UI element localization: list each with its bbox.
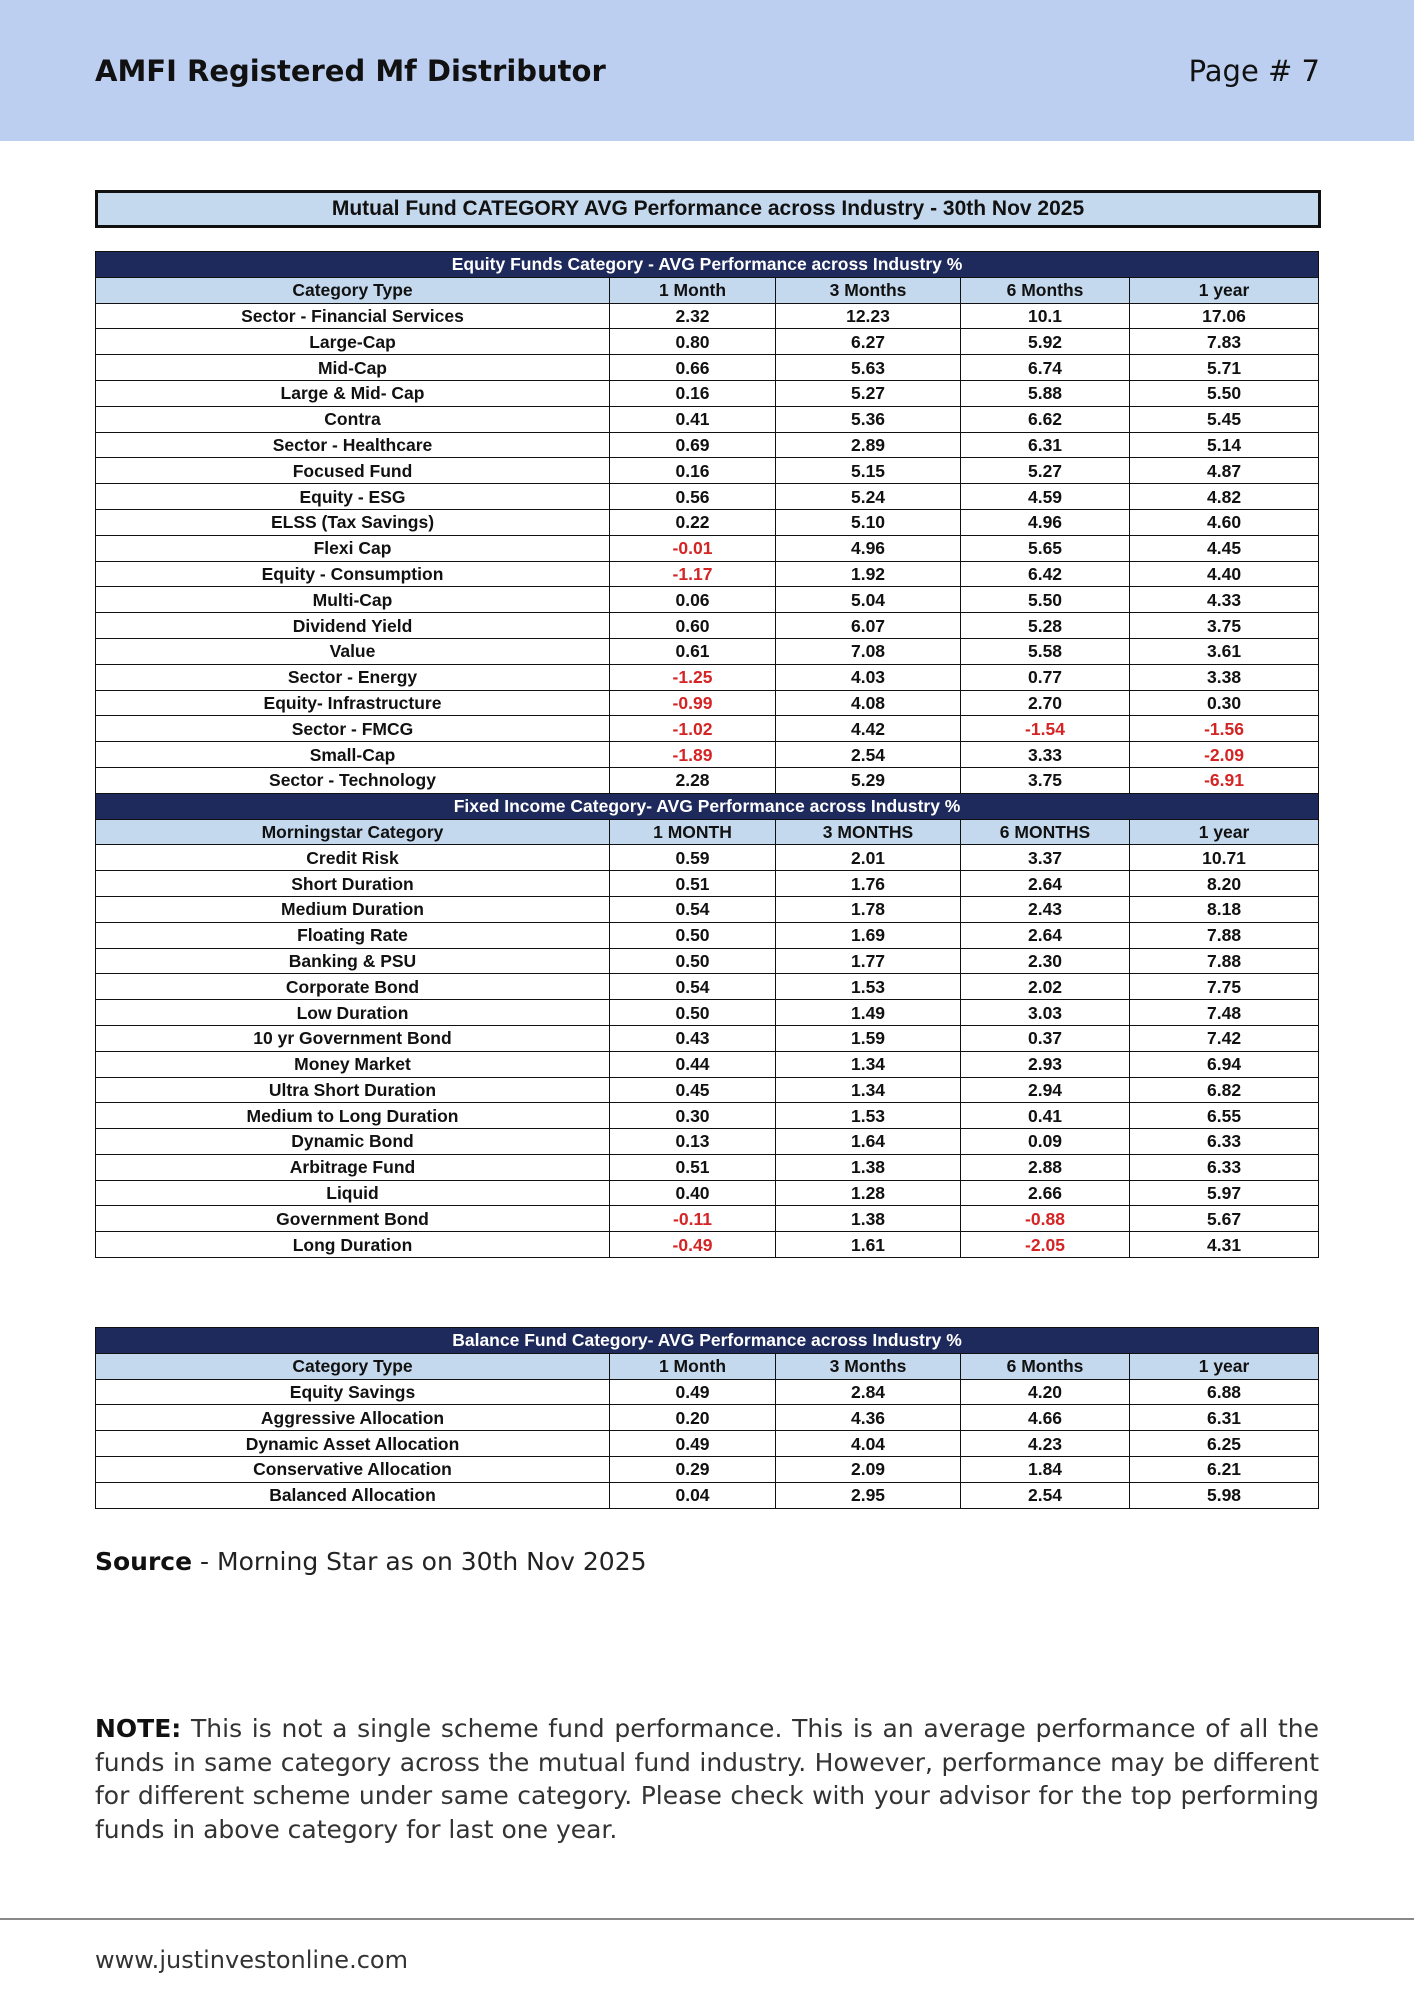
section-band-title: Fixed Income Category- AVG Performance across Industry % bbox=[96, 793, 1319, 819]
category-name-cell: Government Bond bbox=[96, 1206, 610, 1232]
section-band bbox=[96, 252, 1319, 278]
section-band-title: Balance Fund Category- AVG Performance across Industry % bbox=[96, 1328, 1319, 1354]
return-value-cell: 0.77 bbox=[961, 664, 1130, 690]
table-row bbox=[96, 535, 1319, 561]
table-row bbox=[96, 1482, 1319, 1508]
return-value-cell: 2.30 bbox=[961, 948, 1130, 974]
section-band bbox=[96, 1328, 1319, 1354]
return-value-cell: 5.24 bbox=[776, 484, 961, 510]
return-value-cell: 1.38 bbox=[776, 1154, 961, 1180]
return-value-cell: 6.27 bbox=[776, 329, 961, 355]
return-value-cell: 12.23 bbox=[776, 303, 961, 329]
return-value-cell: -1.02 bbox=[610, 716, 776, 742]
column-header: 6 Months bbox=[961, 277, 1130, 303]
category-name-cell: Dynamic Asset Allocation bbox=[96, 1431, 610, 1457]
return-value-cell: 1.78 bbox=[776, 896, 961, 922]
return-value-cell: 1.92 bbox=[776, 561, 961, 587]
table-row bbox=[96, 948, 1319, 974]
return-value-cell: 0.22 bbox=[610, 509, 776, 535]
table-row bbox=[96, 587, 1319, 613]
return-value-cell: 0.56 bbox=[610, 484, 776, 510]
column-header: Morningstar Category bbox=[96, 819, 610, 845]
return-value-cell: 2.28 bbox=[610, 767, 776, 793]
column-header: 1 year bbox=[1130, 277, 1319, 303]
return-value-cell: 0.80 bbox=[610, 329, 776, 355]
footer-divider bbox=[0, 1918, 1414, 1920]
table-row bbox=[96, 664, 1319, 690]
return-value-cell: 1.77 bbox=[776, 948, 961, 974]
table-row bbox=[96, 432, 1319, 458]
return-value-cell: 1.38 bbox=[776, 1206, 961, 1232]
category-name-cell: Corporate Bond bbox=[96, 974, 610, 1000]
return-value-cell: 1.61 bbox=[776, 1232, 961, 1258]
return-value-cell: 1.84 bbox=[961, 1456, 1130, 1482]
return-value-cell: 6.31 bbox=[961, 432, 1130, 458]
table-row bbox=[96, 1000, 1319, 1026]
return-value-cell: -1.54 bbox=[961, 716, 1130, 742]
return-value-cell: -6.91 bbox=[1130, 767, 1319, 793]
return-value-cell: 0.16 bbox=[610, 458, 776, 484]
category-name-cell: Ultra Short Duration bbox=[96, 1077, 610, 1103]
return-value-cell: 7.75 bbox=[1130, 974, 1319, 1000]
return-value-cell: 2.54 bbox=[776, 742, 961, 768]
note-label: NOTE: bbox=[95, 1714, 182, 1743]
column-header: 1 year bbox=[1130, 1353, 1319, 1379]
return-value-cell: 5.50 bbox=[961, 587, 1130, 613]
return-value-cell: 10.71 bbox=[1130, 845, 1319, 871]
column-header-row bbox=[96, 819, 1319, 845]
category-name-cell: Liquid bbox=[96, 1180, 610, 1206]
table-row bbox=[96, 1077, 1319, 1103]
return-value-cell: 2.64 bbox=[961, 871, 1130, 897]
return-value-cell: 3.37 bbox=[961, 845, 1130, 871]
return-value-cell: 4.82 bbox=[1130, 484, 1319, 510]
return-value-cell: 5.65 bbox=[961, 535, 1130, 561]
column-header: 3 MONTHS bbox=[776, 819, 961, 845]
return-value-cell: 5.67 bbox=[1130, 1206, 1319, 1232]
table-row bbox=[96, 1405, 1319, 1431]
return-value-cell: 5.15 bbox=[776, 458, 961, 484]
return-value-cell: -0.49 bbox=[610, 1232, 776, 1258]
category-name-cell: Arbitrage Fund bbox=[96, 1154, 610, 1180]
category-name-cell: Aggressive Allocation bbox=[96, 1405, 610, 1431]
return-value-cell: 5.10 bbox=[776, 509, 961, 535]
source-text: - Morning Star as on 30th Nov 2025 bbox=[192, 1547, 647, 1576]
return-value-cell: -2.05 bbox=[961, 1232, 1130, 1258]
category-name-cell: Flexi Cap bbox=[96, 535, 610, 561]
return-value-cell: 1.28 bbox=[776, 1180, 961, 1206]
return-value-cell: 2.09 bbox=[776, 1456, 961, 1482]
return-value-cell: 0.44 bbox=[610, 1051, 776, 1077]
table-row bbox=[96, 613, 1319, 639]
return-value-cell: 0.37 bbox=[961, 1025, 1130, 1051]
return-value-cell: 0.06 bbox=[610, 587, 776, 613]
table-row bbox=[96, 690, 1319, 716]
return-value-cell: 0.54 bbox=[610, 974, 776, 1000]
category-name-cell: 10 yr Government Bond bbox=[96, 1025, 610, 1051]
table-row bbox=[96, 509, 1319, 535]
table-row bbox=[96, 458, 1319, 484]
return-value-cell: 2.70 bbox=[961, 690, 1130, 716]
section-band bbox=[96, 793, 1319, 819]
category-name-cell: Long Duration bbox=[96, 1232, 610, 1258]
return-value-cell: -2.09 bbox=[1130, 742, 1319, 768]
return-value-cell: 7.88 bbox=[1130, 922, 1319, 948]
return-value-cell: 3.75 bbox=[961, 767, 1130, 793]
return-value-cell: 4.31 bbox=[1130, 1232, 1319, 1258]
return-value-cell: 6.21 bbox=[1130, 1456, 1319, 1482]
return-value-cell: 6.74 bbox=[961, 355, 1130, 381]
return-value-cell: 2.89 bbox=[776, 432, 961, 458]
return-value-cell: 4.45 bbox=[1130, 535, 1319, 561]
column-header: 1 Month bbox=[610, 1353, 776, 1379]
category-name-cell: Multi-Cap bbox=[96, 587, 610, 613]
category-name-cell: Equity Savings bbox=[96, 1379, 610, 1405]
category-name-cell: Equity - ESG bbox=[96, 484, 610, 510]
return-value-cell: -1.17 bbox=[610, 561, 776, 587]
return-value-cell: 5.92 bbox=[961, 329, 1130, 355]
section-band-title: Equity Funds Category - AVG Performance across Industry % bbox=[96, 252, 1319, 278]
table-row bbox=[96, 380, 1319, 406]
category-name-cell: Sector - Financial Services bbox=[96, 303, 610, 329]
column-header: 6 Months bbox=[961, 1353, 1130, 1379]
column-header-row bbox=[96, 1353, 1319, 1379]
return-value-cell: 3.33 bbox=[961, 742, 1130, 768]
return-value-cell: 2.64 bbox=[961, 922, 1130, 948]
table-row bbox=[96, 922, 1319, 948]
return-value-cell: 3.75 bbox=[1130, 613, 1319, 639]
return-value-cell: 2.94 bbox=[961, 1077, 1130, 1103]
return-value-cell: -0.88 bbox=[961, 1206, 1130, 1232]
return-value-cell: 5.97 bbox=[1130, 1180, 1319, 1206]
return-value-cell: 0.60 bbox=[610, 613, 776, 639]
category-name-cell: Low Duration bbox=[96, 1000, 610, 1026]
return-value-cell: 1.76 bbox=[776, 871, 961, 897]
return-value-cell: 4.87 bbox=[1130, 458, 1319, 484]
category-name-cell: Balanced Allocation bbox=[96, 1482, 610, 1508]
return-value-cell: -0.11 bbox=[610, 1206, 776, 1232]
return-value-cell: 0.51 bbox=[610, 871, 776, 897]
return-value-cell: 8.18 bbox=[1130, 896, 1319, 922]
category-name-cell: Large & Mid- Cap bbox=[96, 380, 610, 406]
return-value-cell: 2.88 bbox=[961, 1154, 1130, 1180]
return-value-cell: 5.27 bbox=[776, 380, 961, 406]
return-value-cell: 6.62 bbox=[961, 406, 1130, 432]
note-text: This is not a single scheme fund performance. This is an average performance of all the funds in same category across the mutual fund industry. However, performance may be different for different scheme under same category. Please check with your advisor for the top performing funds in above category for last one year. bbox=[95, 1714, 1319, 1844]
category-name-cell: Banking & PSU bbox=[96, 948, 610, 974]
source-line bbox=[95, 1547, 647, 1576]
return-value-cell: 2.01 bbox=[776, 845, 961, 871]
table-row bbox=[96, 1456, 1319, 1482]
return-value-cell: 0.20 bbox=[610, 1405, 776, 1431]
return-value-cell: 5.58 bbox=[961, 638, 1130, 664]
return-value-cell: 17.06 bbox=[1130, 303, 1319, 329]
return-value-cell: -1.56 bbox=[1130, 716, 1319, 742]
table-row bbox=[96, 1103, 1319, 1129]
return-value-cell: 4.08 bbox=[776, 690, 961, 716]
return-value-cell: 0.61 bbox=[610, 638, 776, 664]
return-value-cell: 0.45 bbox=[610, 1077, 776, 1103]
table-row bbox=[96, 1154, 1319, 1180]
return-value-cell: 4.42 bbox=[776, 716, 961, 742]
return-value-cell: 4.36 bbox=[776, 1405, 961, 1431]
table-row bbox=[96, 638, 1319, 664]
page-number: Page # 7 bbox=[1188, 54, 1320, 88]
return-value-cell: 6.33 bbox=[1130, 1129, 1319, 1155]
category-name-cell: Sector - Energy bbox=[96, 664, 610, 690]
column-header: Category Type bbox=[96, 1353, 610, 1379]
table-row bbox=[96, 1232, 1319, 1258]
return-value-cell: 5.14 bbox=[1130, 432, 1319, 458]
return-value-cell: 1.53 bbox=[776, 974, 961, 1000]
table-row bbox=[96, 484, 1319, 510]
category-name-cell: ELSS (Tax Savings) bbox=[96, 509, 610, 535]
return-value-cell: 0.50 bbox=[610, 1000, 776, 1026]
footer-website: www.justinvestonline.com bbox=[95, 1946, 408, 1974]
table-row bbox=[96, 1051, 1319, 1077]
column-header: 6 MONTHS bbox=[961, 819, 1130, 845]
return-value-cell: 6.94 bbox=[1130, 1051, 1319, 1077]
return-value-cell: 10.1 bbox=[961, 303, 1130, 329]
category-name-cell: Short Duration bbox=[96, 871, 610, 897]
category-name-cell: Sector - Technology bbox=[96, 767, 610, 793]
category-name-cell: Sector - Healthcare bbox=[96, 432, 610, 458]
table-row bbox=[96, 1129, 1319, 1155]
return-value-cell: 0.54 bbox=[610, 896, 776, 922]
return-value-cell: 2.93 bbox=[961, 1051, 1130, 1077]
table-row bbox=[96, 896, 1319, 922]
category-name-cell: Small-Cap bbox=[96, 742, 610, 768]
return-value-cell: 0.49 bbox=[610, 1431, 776, 1457]
category-name-cell: Value bbox=[96, 638, 610, 664]
return-value-cell: 2.84 bbox=[776, 1379, 961, 1405]
column-header: 1 MONTH bbox=[610, 819, 776, 845]
return-value-cell: 1.59 bbox=[776, 1025, 961, 1051]
return-value-cell: 4.66 bbox=[961, 1405, 1130, 1431]
return-value-cell: -0.99 bbox=[610, 690, 776, 716]
return-value-cell: 0.16 bbox=[610, 380, 776, 406]
return-value-cell: 1.34 bbox=[776, 1051, 961, 1077]
page-header bbox=[0, 0, 1414, 141]
table-row bbox=[96, 767, 1319, 793]
category-name-cell: Focused Fund bbox=[96, 458, 610, 484]
category-name-cell: Mid-Cap bbox=[96, 355, 610, 381]
return-value-cell: 6.33 bbox=[1130, 1154, 1319, 1180]
category-name-cell: Dividend Yield bbox=[96, 613, 610, 639]
column-header-row bbox=[96, 277, 1319, 303]
return-value-cell: 6.07 bbox=[776, 613, 961, 639]
return-value-cell: 0.50 bbox=[610, 922, 776, 948]
category-name-cell: Floating Rate bbox=[96, 922, 610, 948]
return-value-cell: 4.96 bbox=[776, 535, 961, 561]
category-name-cell: Large-Cap bbox=[96, 329, 610, 355]
category-name-cell: Credit Risk bbox=[96, 845, 610, 871]
return-value-cell: 1.49 bbox=[776, 1000, 961, 1026]
return-value-cell: 0.41 bbox=[610, 406, 776, 432]
return-value-cell: 6.42 bbox=[961, 561, 1130, 587]
table-row bbox=[96, 561, 1319, 587]
return-value-cell: 4.20 bbox=[961, 1379, 1130, 1405]
return-value-cell: 8.20 bbox=[1130, 871, 1319, 897]
column-header: 1 Month bbox=[610, 277, 776, 303]
category-name-cell: Sector - FMCG bbox=[96, 716, 610, 742]
return-value-cell: 4.04 bbox=[776, 1431, 961, 1457]
return-value-cell: 7.83 bbox=[1130, 329, 1319, 355]
table-row bbox=[96, 742, 1319, 768]
report-title: Mutual Fund CATEGORY AVG Performance across Industry - 30th Nov 2025 bbox=[95, 190, 1321, 228]
column-header: Category Type bbox=[96, 277, 610, 303]
category-name-cell: Contra bbox=[96, 406, 610, 432]
return-value-cell: 5.50 bbox=[1130, 380, 1319, 406]
table-row bbox=[96, 716, 1319, 742]
return-value-cell: 4.59 bbox=[961, 484, 1130, 510]
return-value-cell: 0.66 bbox=[610, 355, 776, 381]
return-value-cell: 6.88 bbox=[1130, 1379, 1319, 1405]
return-value-cell: 0.29 bbox=[610, 1456, 776, 1482]
return-value-cell: -1.89 bbox=[610, 742, 776, 768]
return-value-cell: 5.04 bbox=[776, 587, 961, 613]
brand-title: AMFI Registered Mf Distributor bbox=[95, 54, 606, 88]
table-row bbox=[96, 845, 1319, 871]
column-header: 3 Months bbox=[776, 277, 961, 303]
table-row bbox=[96, 303, 1319, 329]
return-value-cell: 4.40 bbox=[1130, 561, 1319, 587]
return-value-cell: 5.63 bbox=[776, 355, 961, 381]
return-value-cell: 7.42 bbox=[1130, 1025, 1319, 1051]
return-value-cell: 0.51 bbox=[610, 1154, 776, 1180]
return-value-cell: 2.43 bbox=[961, 896, 1130, 922]
return-value-cell: -0.01 bbox=[610, 535, 776, 561]
return-value-cell: 5.45 bbox=[1130, 406, 1319, 432]
return-value-cell: 4.23 bbox=[961, 1431, 1130, 1457]
return-value-cell: 3.38 bbox=[1130, 664, 1319, 690]
return-value-cell: 0.09 bbox=[961, 1129, 1130, 1155]
return-value-cell: 7.88 bbox=[1130, 948, 1319, 974]
category-name-cell: Dynamic Bond bbox=[96, 1129, 610, 1155]
return-value-cell: 5.98 bbox=[1130, 1482, 1319, 1508]
category-name-cell: Equity- Infrastructure bbox=[96, 690, 610, 716]
return-value-cell: 0.49 bbox=[610, 1379, 776, 1405]
note-paragraph bbox=[95, 1712, 1319, 1846]
return-value-cell: 1.64 bbox=[776, 1129, 961, 1155]
return-value-cell: 0.43 bbox=[610, 1025, 776, 1051]
return-value-cell: 3.03 bbox=[961, 1000, 1130, 1026]
category-name-cell: Equity - Consumption bbox=[96, 561, 610, 587]
return-value-cell: 5.88 bbox=[961, 380, 1130, 406]
return-value-cell: 6.25 bbox=[1130, 1431, 1319, 1457]
column-header: 1 year bbox=[1130, 819, 1319, 845]
table-row bbox=[96, 1206, 1319, 1232]
table-row bbox=[96, 1180, 1319, 1206]
return-value-cell: 0.30 bbox=[610, 1103, 776, 1129]
return-value-cell: 4.60 bbox=[1130, 509, 1319, 535]
table-row bbox=[96, 871, 1319, 897]
equity-fixed-income-table bbox=[95, 251, 1319, 1258]
source-label: Source bbox=[95, 1547, 193, 1576]
balance-fund-table bbox=[95, 1327, 1319, 1509]
return-value-cell: 0.40 bbox=[610, 1180, 776, 1206]
return-value-cell: 4.33 bbox=[1130, 587, 1319, 613]
table-row bbox=[96, 974, 1319, 1000]
table-row bbox=[96, 406, 1319, 432]
return-value-cell: 2.66 bbox=[961, 1180, 1130, 1206]
return-value-cell: 2.32 bbox=[610, 303, 776, 329]
return-value-cell: 5.71 bbox=[1130, 355, 1319, 381]
table-row bbox=[96, 355, 1319, 381]
return-value-cell: 1.53 bbox=[776, 1103, 961, 1129]
return-value-cell: 4.03 bbox=[776, 664, 961, 690]
return-value-cell: 0.04 bbox=[610, 1482, 776, 1508]
table-row bbox=[96, 1379, 1319, 1405]
return-value-cell: 0.30 bbox=[1130, 690, 1319, 716]
return-value-cell: 5.29 bbox=[776, 767, 961, 793]
return-value-cell: 5.27 bbox=[961, 458, 1130, 484]
return-value-cell: 0.13 bbox=[610, 1129, 776, 1155]
return-value-cell: 0.59 bbox=[610, 845, 776, 871]
table-row bbox=[96, 329, 1319, 355]
category-name-cell: Conservative Allocation bbox=[96, 1456, 610, 1482]
return-value-cell: 0.69 bbox=[610, 432, 776, 458]
table-row bbox=[96, 1431, 1319, 1457]
return-value-cell: 3.61 bbox=[1130, 638, 1319, 664]
return-value-cell: 5.36 bbox=[776, 406, 961, 432]
return-value-cell: 2.95 bbox=[776, 1482, 961, 1508]
return-value-cell: 7.08 bbox=[776, 638, 961, 664]
return-value-cell: 0.41 bbox=[961, 1103, 1130, 1129]
column-header: 3 Months bbox=[776, 1353, 961, 1379]
return-value-cell: 4.96 bbox=[961, 509, 1130, 535]
return-value-cell: 7.48 bbox=[1130, 1000, 1319, 1026]
return-value-cell: 2.54 bbox=[961, 1482, 1130, 1508]
return-value-cell: 1.34 bbox=[776, 1077, 961, 1103]
table-row bbox=[96, 1025, 1319, 1051]
category-name-cell: Money Market bbox=[96, 1051, 610, 1077]
return-value-cell: 5.28 bbox=[961, 613, 1130, 639]
category-name-cell: Medium Duration bbox=[96, 896, 610, 922]
return-value-cell: 2.02 bbox=[961, 974, 1130, 1000]
return-value-cell: 0.50 bbox=[610, 948, 776, 974]
return-value-cell: 1.69 bbox=[776, 922, 961, 948]
return-value-cell: 6.82 bbox=[1130, 1077, 1319, 1103]
return-value-cell: 6.31 bbox=[1130, 1405, 1319, 1431]
category-name-cell: Medium to Long Duration bbox=[96, 1103, 610, 1129]
return-value-cell: -1.25 bbox=[610, 664, 776, 690]
return-value-cell: 6.55 bbox=[1130, 1103, 1319, 1129]
